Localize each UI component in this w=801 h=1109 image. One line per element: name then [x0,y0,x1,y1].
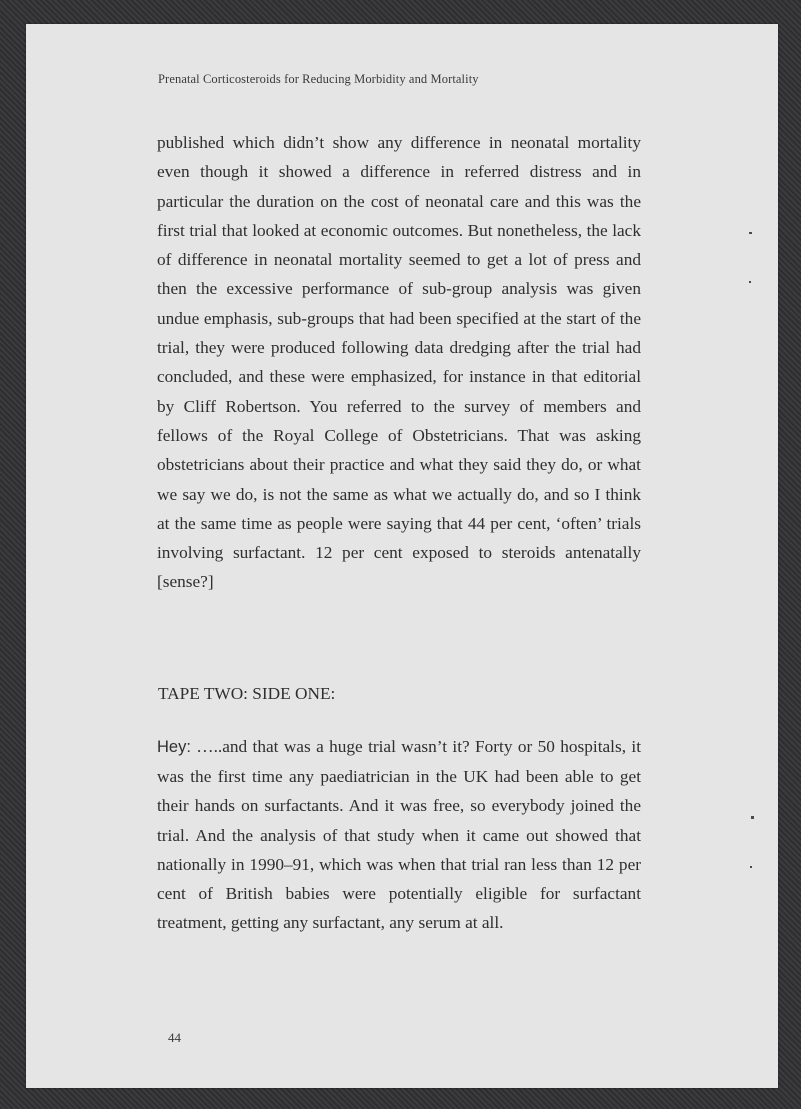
page-number: 44 [168,1030,181,1045]
speaker-text: …..and that was a huge trial wasn’t it? Forty or 50 hospitals, it was the first time any paediatrician in the UK had been able to get their hands on surfactants. And it was free, so everybody joined the trial. And the analysis of that study when it came out showed that nationally in 1990–91, which was when that trial ran less than 12 per cent of British babies were potentially eligible for surfactant treatment, getting any surfactant, any serum at all. [157,737,641,933]
running-head: Prenatal Corticosteroids for Reducing Morbidity and Mortality [158,72,479,86]
margin-mark [750,866,752,868]
margin-mark [751,816,754,819]
speaker-label: Hey: [157,738,191,756]
speaker-paragraph [157,732,641,937]
margin-mark [749,281,751,283]
body-paragraph: published which didn’t show any difference in neonatal mortality even though it showed a difference in referred distress and in particular the duration on the cost of neonatal care and this was the first trial that looked at economic outcomes. But nonetheless, the lack of difference in neonatal mortality seemed to get a lot of press and then the excessive performance of sub-group analysis was given undue emphasis, sub-groups that had been specified at the start of the trial, they were produced following data dredging after the trial had concluded, and these were emphasized, for instance in that editorial by Cliff Robertson. You referred to the survey of members and fellows of the Royal College of Obstetricians. That was asking obstetricians about their practice and what they said they do, or what we say we do, is not the same as what we actually do, and so I think at the same time as people were saying that 44 per cent, ‘often’ trials involving surfactant. 12 per cent exposed to steroids antenatally [sense?] [157,133,641,592]
section-heading: TAPE TWO: SIDE ONE: [158,684,336,703]
margin-mark [749,232,752,234]
